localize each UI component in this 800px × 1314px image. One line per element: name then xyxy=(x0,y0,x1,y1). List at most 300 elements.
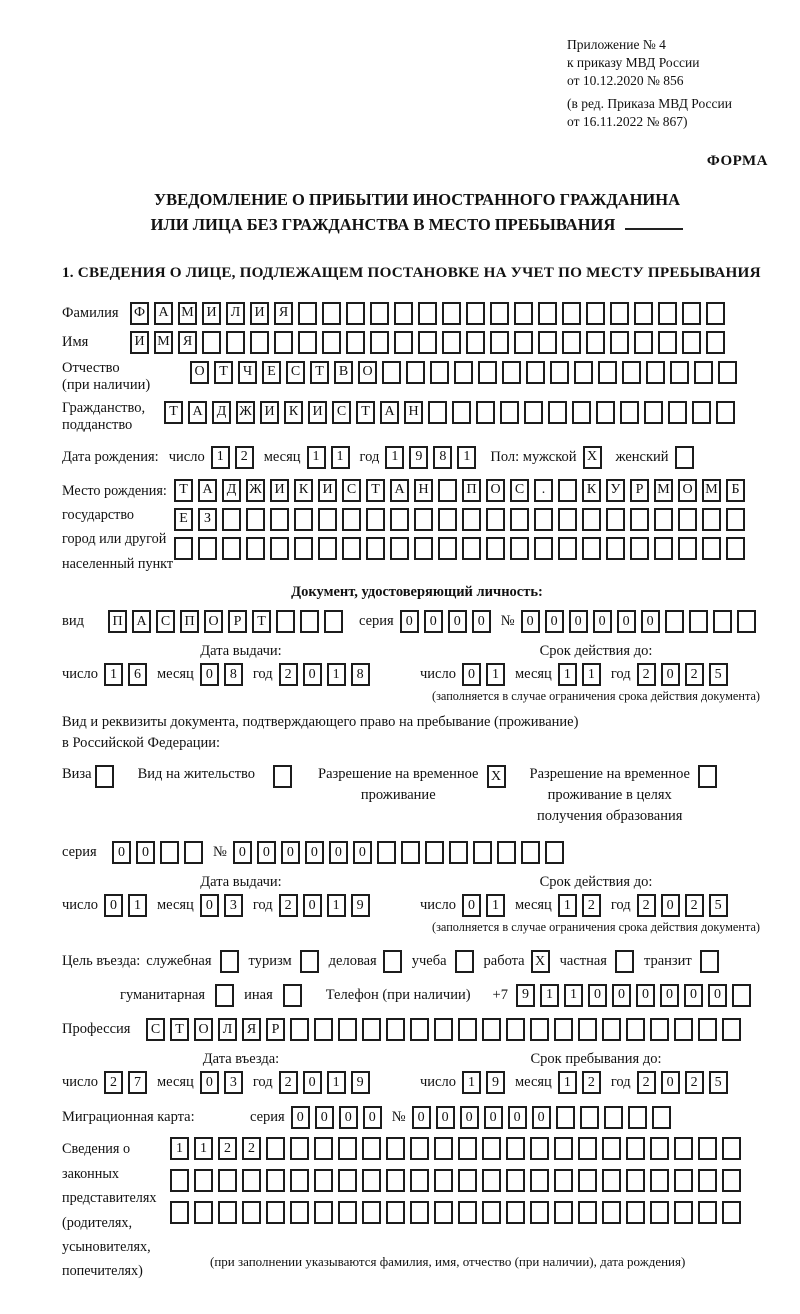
form-cell[interactable] xyxy=(626,1137,645,1160)
form-cell[interactable] xyxy=(582,537,601,560)
form-cell[interactable] xyxy=(521,841,540,864)
form-cell[interactable]: 1 xyxy=(462,1071,481,1094)
form-cell[interactable] xyxy=(506,1018,525,1041)
form-cell[interactable] xyxy=(574,361,593,384)
form-cell[interactable]: Т xyxy=(366,479,385,502)
form-cell[interactable] xyxy=(455,950,474,973)
form-cell[interactable]: 1 xyxy=(128,894,147,917)
form-cell[interactable] xyxy=(462,537,481,560)
form-cell[interactable]: 2 xyxy=(235,446,254,469)
form-cell[interactable] xyxy=(682,302,701,325)
form-cell[interactable] xyxy=(290,1137,309,1160)
form-cell[interactable]: 0 xyxy=(257,841,276,864)
form-cell[interactable] xyxy=(346,331,365,354)
form-cell[interactable]: 2 xyxy=(104,1071,123,1094)
form-cell[interactable]: X xyxy=(531,950,550,973)
form-cell[interactable] xyxy=(318,508,337,531)
form-cell[interactable] xyxy=(410,1137,429,1160)
form-cell[interactable] xyxy=(658,302,677,325)
form-cell[interactable]: 0 xyxy=(436,1106,455,1129)
form-cell[interactable] xyxy=(466,331,485,354)
form-cell[interactable] xyxy=(290,1169,309,1192)
form-cell[interactable] xyxy=(706,331,725,354)
form-cell[interactable]: 0 xyxy=(233,841,252,864)
form-cell[interactable] xyxy=(550,361,569,384)
form-cell[interactable]: 0 xyxy=(532,1106,551,1129)
form-cell[interactable]: 2 xyxy=(685,894,704,917)
form-cell[interactable] xyxy=(342,537,361,560)
form-cell[interactable] xyxy=(606,537,625,560)
form-cell[interactable] xyxy=(644,401,663,424)
form-cell[interactable] xyxy=(314,1137,333,1160)
form-cell[interactable] xyxy=(578,1137,597,1160)
form-cell[interactable] xyxy=(586,302,605,325)
form-cell[interactable] xyxy=(554,1137,573,1160)
form-cell[interactable] xyxy=(370,302,389,325)
form-cell[interactable]: 0 xyxy=(661,894,680,917)
form-cell[interactable]: 5 xyxy=(709,663,728,686)
form-cell[interactable] xyxy=(486,537,505,560)
form-cell[interactable]: 1 xyxy=(385,446,404,469)
form-cell[interactable]: Л xyxy=(226,302,245,325)
form-cell[interactable] xyxy=(706,302,725,325)
form-cell[interactable] xyxy=(650,1018,669,1041)
form-cell[interactable] xyxy=(346,302,365,325)
form-cell[interactable]: Б xyxy=(726,479,745,502)
form-cell[interactable] xyxy=(386,1018,405,1041)
form-cell[interactable] xyxy=(675,446,694,469)
form-cell[interactable]: 1 xyxy=(170,1137,189,1160)
form-cell[interactable]: Т xyxy=(170,1018,189,1041)
form-cell[interactable]: С xyxy=(342,479,361,502)
form-cell[interactable] xyxy=(434,1018,453,1041)
form-cell[interactable] xyxy=(490,331,509,354)
form-cell[interactable]: 0 xyxy=(684,984,703,1007)
form-cell[interactable] xyxy=(610,331,629,354)
form-cell[interactable]: И xyxy=(270,479,289,502)
form-cell[interactable] xyxy=(314,1201,333,1224)
form-cell[interactable] xyxy=(270,537,289,560)
form-cell[interactable] xyxy=(473,841,492,864)
form-cell[interactable] xyxy=(294,537,313,560)
form-cell[interactable]: А xyxy=(132,610,151,633)
form-cell[interactable]: И xyxy=(260,401,279,424)
form-cell[interactable] xyxy=(458,1137,477,1160)
form-cell[interactable]: Р xyxy=(630,479,649,502)
form-cell[interactable]: 0 xyxy=(412,1106,431,1129)
form-cell[interactable] xyxy=(668,401,687,424)
form-cell[interactable] xyxy=(198,537,217,560)
form-cell[interactable] xyxy=(160,841,179,864)
form-cell[interactable] xyxy=(366,537,385,560)
form-cell[interactable] xyxy=(298,331,317,354)
form-cell[interactable]: З xyxy=(198,508,217,531)
form-cell[interactable] xyxy=(580,1106,599,1129)
form-cell[interactable]: 0 xyxy=(660,984,679,1007)
form-cell[interactable] xyxy=(218,1169,237,1192)
form-cell[interactable] xyxy=(442,331,461,354)
form-cell[interactable]: И xyxy=(308,401,327,424)
form-cell[interactable]: 6 xyxy=(128,663,147,686)
form-cell[interactable] xyxy=(318,537,337,560)
form-cell[interactable] xyxy=(476,401,495,424)
form-cell[interactable]: 0 xyxy=(339,1106,358,1129)
form-cell[interactable]: 1 xyxy=(540,984,559,1007)
form-cell[interactable]: 8 xyxy=(433,446,452,469)
form-cell[interactable]: Ф xyxy=(130,302,149,325)
form-cell[interactable]: 0 xyxy=(200,894,219,917)
form-cell[interactable]: В xyxy=(334,361,353,384)
form-cell[interactable] xyxy=(698,765,717,788)
form-cell[interactable]: 2 xyxy=(279,1071,298,1094)
form-cell[interactable] xyxy=(290,1018,309,1041)
form-cell[interactable]: М xyxy=(178,302,197,325)
form-cell[interactable]: А xyxy=(198,479,217,502)
form-cell[interactable]: 2 xyxy=(582,1071,601,1094)
form-cell[interactable] xyxy=(634,302,653,325)
form-cell[interactable] xyxy=(514,331,533,354)
form-cell[interactable]: 0 xyxy=(708,984,727,1007)
form-cell[interactable]: Т xyxy=(214,361,233,384)
form-cell[interactable]: И xyxy=(318,479,337,502)
form-cell[interactable] xyxy=(562,302,581,325)
form-cell[interactable] xyxy=(545,841,564,864)
form-cell[interactable] xyxy=(226,331,245,354)
form-cell[interactable]: Я xyxy=(242,1018,261,1041)
form-cell[interactable] xyxy=(370,331,389,354)
form-cell[interactable] xyxy=(602,1018,621,1041)
form-cell[interactable]: 0 xyxy=(315,1106,334,1129)
form-cell[interactable]: А xyxy=(154,302,173,325)
form-cell[interactable]: 0 xyxy=(303,663,322,686)
form-cell[interactable]: 0 xyxy=(521,610,540,633)
form-cell[interactable] xyxy=(538,331,557,354)
form-cell[interactable] xyxy=(482,1018,501,1041)
form-cell[interactable]: О xyxy=(190,361,209,384)
form-cell[interactable] xyxy=(604,1106,623,1129)
form-cell[interactable] xyxy=(449,841,468,864)
form-cell[interactable]: 0 xyxy=(462,894,481,917)
form-cell[interactable]: X xyxy=(583,446,602,469)
form-cell[interactable]: Е xyxy=(262,361,281,384)
form-cell[interactable]: Т xyxy=(252,610,271,633)
form-cell[interactable]: 9 xyxy=(486,1071,505,1094)
form-cell[interactable] xyxy=(170,1201,189,1224)
form-cell[interactable] xyxy=(602,1169,621,1192)
form-cell[interactable] xyxy=(428,401,447,424)
form-cell[interactable] xyxy=(558,508,577,531)
form-cell[interactable] xyxy=(650,1201,669,1224)
form-cell[interactable] xyxy=(674,1018,693,1041)
form-cell[interactable] xyxy=(678,508,697,531)
form-cell[interactable] xyxy=(538,302,557,325)
form-cell[interactable] xyxy=(362,1169,381,1192)
form-cell[interactable] xyxy=(362,1137,381,1160)
form-cell[interactable] xyxy=(390,508,409,531)
form-cell[interactable] xyxy=(674,1137,693,1160)
form-cell[interactable]: Н xyxy=(404,401,423,424)
form-cell[interactable] xyxy=(283,984,302,1007)
form-cell[interactable] xyxy=(698,1201,717,1224)
form-cell[interactable]: 2 xyxy=(279,894,298,917)
form-cell[interactable] xyxy=(620,401,639,424)
form-cell[interactable]: 0 xyxy=(545,610,564,633)
form-cell[interactable] xyxy=(506,1169,525,1192)
form-cell[interactable]: С xyxy=(510,479,529,502)
form-cell[interactable]: П xyxy=(180,610,199,633)
form-cell[interactable]: 0 xyxy=(291,1106,310,1129)
form-cell[interactable]: 2 xyxy=(218,1137,237,1160)
form-cell[interactable]: 3 xyxy=(224,1071,243,1094)
form-cell[interactable] xyxy=(322,302,341,325)
form-cell[interactable] xyxy=(694,361,713,384)
form-cell[interactable]: А xyxy=(390,479,409,502)
form-cell[interactable] xyxy=(554,1169,573,1192)
form-cell[interactable]: 0 xyxy=(353,841,372,864)
form-cell[interactable] xyxy=(628,1106,647,1129)
form-cell[interactable] xyxy=(322,331,341,354)
form-cell[interactable] xyxy=(716,401,735,424)
form-cell[interactable] xyxy=(722,1169,741,1192)
form-cell[interactable] xyxy=(418,331,437,354)
form-cell[interactable]: Я xyxy=(274,302,293,325)
form-cell[interactable] xyxy=(506,1201,525,1224)
form-cell[interactable] xyxy=(713,610,732,633)
form-cell[interactable] xyxy=(554,1018,573,1041)
form-cell[interactable] xyxy=(222,537,241,560)
form-cell[interactable]: Ч xyxy=(238,361,257,384)
form-cell[interactable] xyxy=(548,401,567,424)
form-cell[interactable] xyxy=(606,508,625,531)
form-cell[interactable] xyxy=(394,302,413,325)
form-cell[interactable] xyxy=(194,1169,213,1192)
form-cell[interactable] xyxy=(294,508,313,531)
form-cell[interactable]: 1 xyxy=(307,446,326,469)
form-cell[interactable] xyxy=(338,1201,357,1224)
form-cell[interactable]: 0 xyxy=(484,1106,503,1129)
form-cell[interactable] xyxy=(452,401,471,424)
form-cell[interactable] xyxy=(674,1201,693,1224)
form-cell[interactable]: 1 xyxy=(457,446,476,469)
form-cell[interactable] xyxy=(722,1137,741,1160)
form-cell[interactable] xyxy=(276,610,295,633)
form-cell[interactable] xyxy=(698,1137,717,1160)
form-cell[interactable] xyxy=(578,1169,597,1192)
form-cell[interactable] xyxy=(434,1137,453,1160)
form-cell[interactable]: 1 xyxy=(558,894,577,917)
form-cell[interactable] xyxy=(582,508,601,531)
form-cell[interactable] xyxy=(270,508,289,531)
form-cell[interactable]: 0 xyxy=(612,984,631,1007)
form-cell[interactable] xyxy=(222,508,241,531)
form-cell[interactable] xyxy=(418,302,437,325)
form-cell[interactable] xyxy=(218,1201,237,1224)
form-cell[interactable] xyxy=(726,537,745,560)
form-cell[interactable] xyxy=(184,841,203,864)
form-cell[interactable] xyxy=(273,765,292,788)
form-cell[interactable]: К xyxy=(582,479,601,502)
form-cell[interactable] xyxy=(434,1169,453,1192)
form-cell[interactable]: 1 xyxy=(327,894,346,917)
form-cell[interactable] xyxy=(425,841,444,864)
form-cell[interactable]: 0 xyxy=(588,984,607,1007)
form-cell[interactable] xyxy=(497,841,516,864)
form-cell[interactable]: П xyxy=(108,610,127,633)
form-cell[interactable] xyxy=(362,1018,381,1041)
form-cell[interactable] xyxy=(598,361,617,384)
form-cell[interactable]: А xyxy=(188,401,207,424)
form-cell[interactable] xyxy=(438,479,457,502)
form-cell[interactable]: 2 xyxy=(582,894,601,917)
form-cell[interactable] xyxy=(290,1201,309,1224)
form-cell[interactable] xyxy=(658,331,677,354)
form-cell[interactable] xyxy=(377,841,396,864)
form-cell[interactable]: О xyxy=(486,479,505,502)
form-cell[interactable]: 8 xyxy=(224,663,243,686)
form-cell[interactable]: 0 xyxy=(661,1071,680,1094)
form-cell[interactable] xyxy=(458,1169,477,1192)
form-cell[interactable]: 0 xyxy=(305,841,324,864)
form-cell[interactable]: К xyxy=(284,401,303,424)
form-cell[interactable]: 0 xyxy=(281,841,300,864)
form-cell[interactable] xyxy=(442,302,461,325)
form-cell[interactable] xyxy=(414,508,433,531)
form-cell[interactable] xyxy=(602,1137,621,1160)
form-cell[interactable]: 0 xyxy=(104,894,123,917)
form-cell[interactable] xyxy=(478,361,497,384)
form-cell[interactable] xyxy=(622,361,641,384)
form-cell[interactable] xyxy=(314,1018,333,1041)
form-cell[interactable] xyxy=(486,508,505,531)
form-cell[interactable] xyxy=(430,361,449,384)
form-cell[interactable] xyxy=(274,331,293,354)
form-cell[interactable] xyxy=(722,1018,741,1041)
form-cell[interactable] xyxy=(652,1106,671,1129)
form-cell[interactable]: Т xyxy=(174,479,193,502)
form-cell[interactable] xyxy=(530,1018,549,1041)
form-cell[interactable] xyxy=(650,1169,669,1192)
form-cell[interactable] xyxy=(194,1201,213,1224)
form-cell[interactable] xyxy=(324,610,343,633)
form-cell[interactable] xyxy=(578,1018,597,1041)
form-cell[interactable]: О xyxy=(358,361,377,384)
form-cell[interactable]: 2 xyxy=(685,1071,704,1094)
form-cell[interactable] xyxy=(242,1201,261,1224)
form-cell[interactable] xyxy=(718,361,737,384)
form-cell[interactable] xyxy=(698,1169,717,1192)
form-cell[interactable] xyxy=(338,1169,357,1192)
form-cell[interactable]: С xyxy=(286,361,305,384)
form-cell[interactable] xyxy=(626,1169,645,1192)
form-cell[interactable] xyxy=(300,610,319,633)
form-cell[interactable]: X xyxy=(487,765,506,788)
form-cell[interactable] xyxy=(630,508,649,531)
form-cell[interactable] xyxy=(674,1169,693,1192)
form-cell[interactable] xyxy=(578,1201,597,1224)
form-cell[interactable]: Я xyxy=(178,331,197,354)
form-cell[interactable]: К xyxy=(294,479,313,502)
form-cell[interactable] xyxy=(386,1169,405,1192)
form-cell[interactable]: С xyxy=(332,401,351,424)
form-cell[interactable] xyxy=(670,361,689,384)
form-cell[interactable]: Е xyxy=(174,508,193,531)
form-cell[interactable] xyxy=(634,331,653,354)
form-cell[interactable]: С xyxy=(156,610,175,633)
form-cell[interactable] xyxy=(534,537,553,560)
form-cell[interactable]: Р xyxy=(228,610,247,633)
form-cell[interactable] xyxy=(702,537,721,560)
form-cell[interactable] xyxy=(266,1169,285,1192)
form-cell[interactable] xyxy=(558,537,577,560)
form-cell[interactable]: У xyxy=(606,479,625,502)
form-cell[interactable] xyxy=(482,1201,501,1224)
form-cell[interactable] xyxy=(386,1201,405,1224)
form-cell[interactable]: Н xyxy=(414,479,433,502)
form-cell[interactable]: 1 xyxy=(327,1071,346,1094)
form-cell[interactable] xyxy=(702,508,721,531)
form-cell[interactable] xyxy=(410,1018,429,1041)
form-cell[interactable]: 0 xyxy=(636,984,655,1007)
form-cell[interactable]: 3 xyxy=(224,894,243,917)
form-cell[interactable] xyxy=(266,1137,285,1160)
form-cell[interactable] xyxy=(700,950,719,973)
form-cell[interactable] xyxy=(682,331,701,354)
form-cell[interactable]: 1 xyxy=(104,663,123,686)
form-cell[interactable] xyxy=(722,1201,741,1224)
form-cell[interactable] xyxy=(338,1137,357,1160)
form-cell[interactable] xyxy=(482,1169,501,1192)
form-cell[interactable] xyxy=(698,1018,717,1041)
form-cell[interactable] xyxy=(246,508,265,531)
form-cell[interactable] xyxy=(554,1201,573,1224)
form-cell[interactable]: 1 xyxy=(327,663,346,686)
form-cell[interactable] xyxy=(665,610,684,633)
form-cell[interactable] xyxy=(242,1169,261,1192)
form-cell[interactable]: 0 xyxy=(303,894,322,917)
form-cell[interactable]: 9 xyxy=(409,446,428,469)
form-cell[interactable] xyxy=(530,1169,549,1192)
form-cell[interactable] xyxy=(434,1201,453,1224)
form-cell[interactable] xyxy=(526,361,545,384)
form-cell[interactable]: 2 xyxy=(685,663,704,686)
form-cell[interactable]: 9 xyxy=(351,894,370,917)
form-cell[interactable] xyxy=(246,537,265,560)
form-cell[interactable]: 1 xyxy=(486,894,505,917)
form-cell[interactable] xyxy=(510,508,529,531)
form-cell[interactable]: . xyxy=(534,479,553,502)
form-cell[interactable]: О xyxy=(204,610,223,633)
form-cell[interactable] xyxy=(596,401,615,424)
form-cell[interactable] xyxy=(362,1201,381,1224)
form-cell[interactable]: И xyxy=(202,302,221,325)
form-cell[interactable] xyxy=(438,537,457,560)
form-cell[interactable] xyxy=(654,508,673,531)
form-cell[interactable] xyxy=(300,950,319,973)
form-cell[interactable]: 0 xyxy=(329,841,348,864)
form-cell[interactable]: 1 xyxy=(194,1137,213,1160)
form-cell[interactable]: 1 xyxy=(331,446,350,469)
form-cell[interactable] xyxy=(726,508,745,531)
form-cell[interactable] xyxy=(410,1201,429,1224)
form-cell[interactable] xyxy=(394,331,413,354)
form-cell[interactable] xyxy=(414,537,433,560)
form-cell[interactable]: 9 xyxy=(351,1071,370,1094)
form-cell[interactable] xyxy=(266,1201,285,1224)
form-cell[interactable]: 0 xyxy=(617,610,636,633)
form-cell[interactable]: 2 xyxy=(242,1137,261,1160)
form-cell[interactable] xyxy=(462,508,481,531)
form-cell[interactable]: 0 xyxy=(508,1106,527,1129)
